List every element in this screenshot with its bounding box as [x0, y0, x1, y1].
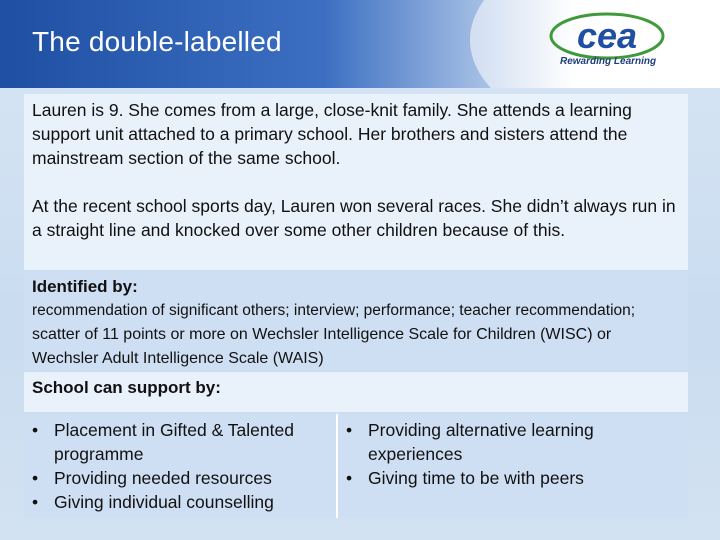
support-item: • Giving time to be with peers: [344, 466, 682, 490]
logo-subtitle: Rewarding Learning: [560, 56, 657, 67]
identified-text: [32, 299, 680, 371]
support-heading: School can support by:: [24, 372, 688, 412]
support-item: • Providing alternative learning experiences: [344, 418, 682, 466]
identified-text-small: recommendation of significant others; interview; performance; teacher recommendation;: [32, 302, 636, 319]
support-list: [24, 414, 688, 518]
support-column-left: [24, 414, 338, 518]
slide-header: [0, 0, 720, 88]
identified-heading: Identified by:: [32, 277, 138, 296]
case-paragraph-1: Lauren is 9. She comes from a large, close-knit family. She attends a learning support unit attached to a primary school. Her brothers and sisters attend the mainstream section of the same school.: [32, 100, 632, 168]
support-item: • Giving individual counselling: [30, 490, 330, 514]
case-paragraph-2: At the recent school sports day, Lauren won several races. She didn’t always run in a straight line and knocked over some other children because of this.: [32, 196, 676, 240]
identified-section: [24, 272, 688, 370]
identified-text-large: scatter of 11 points or more on Wechsler Intelligence Scale for Children (WISC) or Wechsler Adult Intelligence Scale (WAIS): [32, 326, 612, 367]
slide-title: The double-labelled: [32, 26, 282, 57]
case-description: [24, 94, 688, 270]
logo-text: cea: [576, 15, 638, 56]
support-item: • Providing needed resources: [30, 466, 330, 490]
support-column-right: [338, 414, 688, 518]
support-item: • Placement in Gifted & Talented programme: [30, 418, 330, 466]
